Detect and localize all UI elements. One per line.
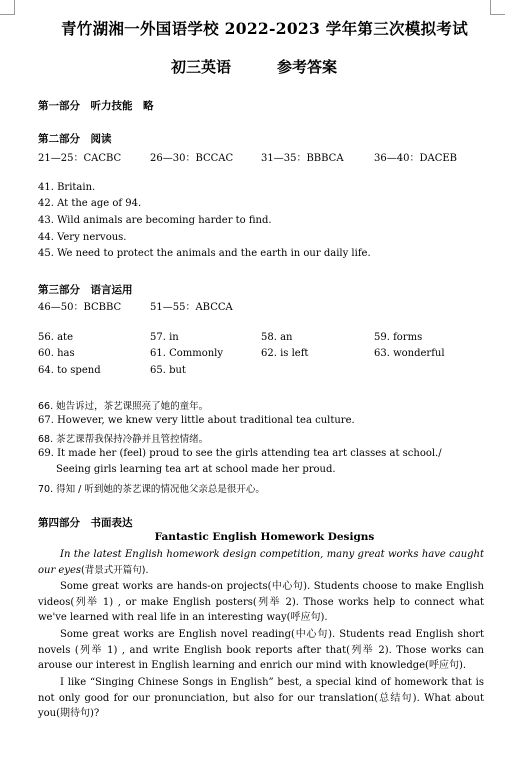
answer-60: 60. has	[38, 348, 75, 359]
essay-paragraph-1-text: In the latest English homework design competition, many great works have caught our eyes	[38, 549, 484, 576]
essay-paragraph-3: Some great works are English novel reading(中心句). Students read English short novels (列举 1) , and write English book reports after that(列举 2). Those works can arouse our interest in English learning and enrich our mind with knowledge(呼应句).	[38, 629, 484, 671]
mc-answers-21-25: 21—25：CACBC	[38, 153, 122, 164]
answer-68: 68. 茶艺课帮我保持冷静并且管控情绪。	[38, 434, 209, 445]
answer-70: 70. 得知 / 听到她的茶艺课的情况他父亲总是很开心。	[38, 484, 265, 495]
answer-65: 65. but	[150, 365, 186, 376]
subtitle-answer-key: 参考答案	[277, 58, 338, 76]
mc-answers-36-40: 36—40：DACEB	[374, 153, 457, 164]
answer-58: 58. an	[261, 332, 293, 343]
essay-paragraph-2: Some great works are hands-on projects(中心句). Students choose to make English videos(列举 1) , or make English posters(列举 2). Those works help to connect what we've learned with real life in an interesting way(呼应句).	[38, 581, 484, 623]
answer-69-line2: Seeing girls learning tea art at school made her proud.	[56, 464, 336, 475]
answer-67: 67. However, we knew very little about traditional tea culture.	[38, 415, 355, 426]
answer-69-line1: 69. It made her (feel) proud to see the girls attending tea art classes at school./	[38, 448, 442, 459]
mc-answers-26-30: 26—30：BCCAC	[150, 153, 234, 164]
mc-answers-31-35: 31—35：BBBCA	[261, 153, 344, 164]
part4-heading: 第四部分 书面表达	[38, 517, 133, 529]
mc-answers-51-55: 51—55：ABCCA	[150, 302, 233, 313]
answer-61: 61. Commonly	[150, 348, 224, 359]
mc-answers-46-50: 46—50：BCBBC	[38, 302, 122, 313]
answer-59: 59. forms	[374, 332, 423, 343]
answer-56: 56. ate	[38, 332, 73, 343]
subtitle-subject: 初三英语	[171, 58, 232, 76]
essay-title: Fantastic English Homework Designs	[154, 531, 375, 543]
answer-62: 62. is left	[261, 348, 309, 359]
page-corner-mark-right	[490, 0, 505, 15]
answer-43: 43. Wild animals are becoming harder to find.	[38, 215, 272, 226]
answer-42: 42. At the age of 94.	[38, 198, 142, 209]
answer-63: 63. wonderful	[374, 348, 445, 359]
essay-paragraph-4: I like “Singing Chinese Songs in English” best, a special kind of homework that is not only good for our pronunciation, but also for our translation(总结句). What about you(期待句)?	[38, 677, 484, 719]
answer-45: 45. We need to protect the animals and the earth in our daily life.	[38, 248, 371, 259]
answer-66: 66. 她告诉过，茶艺课照亮了她的童年。	[38, 401, 209, 412]
answer-57: 57. in	[150, 332, 179, 343]
answer-41: 41. Britain.	[38, 182, 96, 193]
part2-heading: 第二部分 阅读	[38, 133, 112, 145]
page-corner-mark-left	[0, 0, 15, 15]
document-title: 青竹湖湘一外国语学校 2022-2023 学年第三次模拟考试	[60, 19, 468, 38]
essay-paragraph-1-note: (背景式开篇句).	[81, 564, 149, 576]
answer-64: 64. to spend	[38, 365, 101, 376]
answer-44: 44. Very nervous.	[38, 232, 127, 243]
part1-heading: 第一部分 听力技能 略	[38, 100, 154, 112]
essay-paragraph-1	[38, 547, 484, 578]
part3-heading: 第三部分 语言运用	[38, 284, 133, 296]
